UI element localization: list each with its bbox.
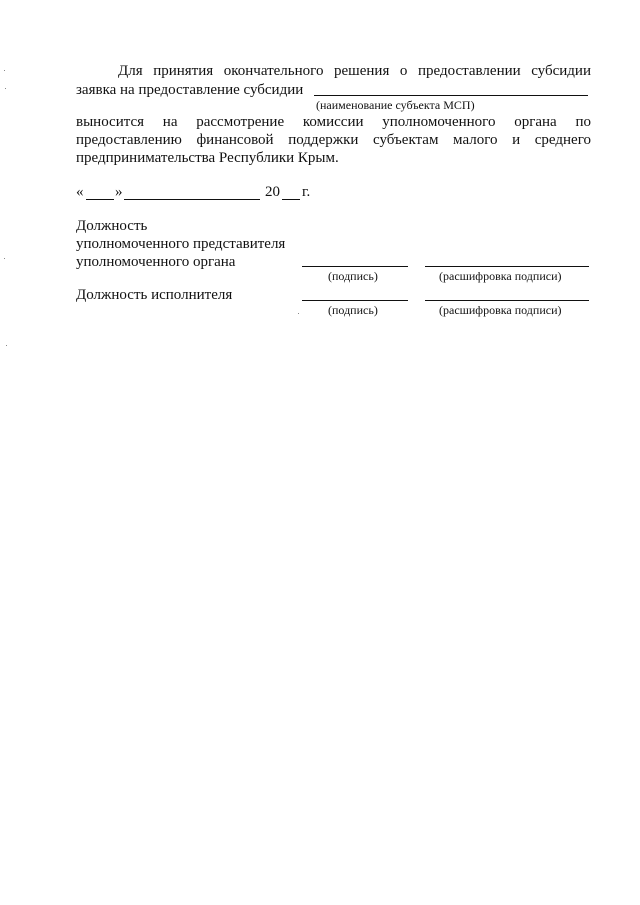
sig2-decoding-field-line[interactable] <box>425 300 589 301</box>
paragraph-1-line-2: заявка на предоставление субсидии <box>76 82 304 98</box>
msp-name-field-line[interactable] <box>314 95 588 96</box>
scan-speck <box>4 258 5 259</box>
date-year-field-line[interactable] <box>282 199 300 200</box>
sig1-title-line-3: уполномоченного органа <box>76 254 236 270</box>
scan-speck <box>5 88 6 89</box>
sig2-signature-field-line[interactable] <box>302 300 408 301</box>
paragraph-2-line-3: предпринимательства Республики Крым. <box>76 150 339 166</box>
sig1-decoding-caption: (расшифровка подписи) <box>439 269 562 283</box>
sig1-title-line-2: уполномоченного представителя <box>76 236 286 252</box>
paragraph-1-line-1: Для принятия окончательного решения о предоставлении субсидии <box>118 63 591 79</box>
paragraph-2-line-2: предоставлению финансовой поддержки субъектам малого и среднего <box>76 132 591 148</box>
date-year-prefix: 20 <box>265 184 280 200</box>
sig1-signature-caption: (подпись) <box>328 269 378 283</box>
msp-name-caption: (наименование субъекта МСП) <box>316 98 475 112</box>
scan-speck <box>4 70 5 71</box>
sig2-title: Должность исполнителя <box>76 287 233 303</box>
sig1-signature-field-line[interactable] <box>302 266 408 267</box>
sig1-decoding-field-line[interactable] <box>425 266 589 267</box>
scan-speck <box>298 313 299 314</box>
sig1-title-line-1: Должность <box>76 218 148 234</box>
date-open-quote: « <box>76 184 84 200</box>
paragraph-2-line-1: выносится на рассмотрение комиссии уполномоченного органа по <box>76 114 591 130</box>
scan-speck <box>6 345 7 346</box>
date-day-field-line[interactable] <box>86 199 114 200</box>
date-month-field-line[interactable] <box>124 199 260 200</box>
sig2-signature-caption: (подпись) <box>328 303 378 317</box>
date-year-suffix: г. <box>302 184 311 200</box>
date-close-quote: » <box>115 184 123 200</box>
sig2-decoding-caption: (расшифровка подписи) <box>439 303 562 317</box>
